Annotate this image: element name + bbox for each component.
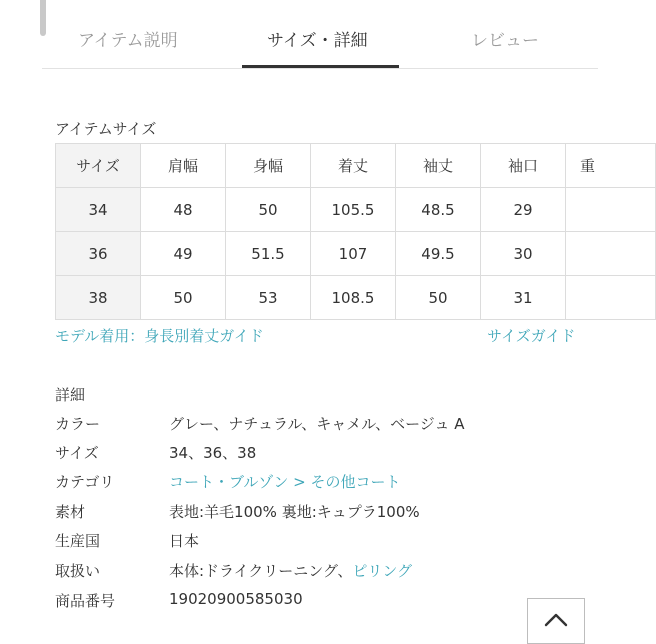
size-cell: 29 <box>481 188 566 232</box>
detail-value <box>169 560 412 581</box>
detail-value: 日本 <box>169 532 200 550</box>
size-table-scroll[interactable] <box>55 143 596 319</box>
size-cell: 105.5 <box>311 188 396 232</box>
active-tab-indicator <box>242 65 399 68</box>
model-length-guide-link[interactable]: モデル着用：身長別着丈ガイド <box>55 327 264 345</box>
size-cell: 50 <box>141 276 226 320</box>
chevron-up-icon <box>544 613 568 627</box>
size-cell: 50 <box>226 188 311 232</box>
size-header-cell: 袖口 <box>481 144 566 188</box>
table-row <box>56 188 656 232</box>
size-cell: 107 <box>311 232 396 276</box>
detail-label: 生産国 <box>55 532 101 550</box>
tab-reviews[interactable]: レビュー <box>471 31 539 51</box>
category-link[interactable]: コート・ブルゾン > その他コート <box>169 473 401 491</box>
size-header-cell: 着丈 <box>311 144 396 188</box>
size-cell: 48 <box>141 188 226 232</box>
size-cell: 53 <box>226 276 311 320</box>
details-title: 詳細 <box>55 386 86 404</box>
table-row <box>56 232 656 276</box>
size-guide-link[interactable]: サイズガイド <box>487 327 576 345</box>
size-cell: 48.5 <box>396 188 481 232</box>
detail-value: 19020900585030 <box>169 590 303 608</box>
size-cell: 30 <box>481 232 566 276</box>
tab-bar <box>42 0 598 69</box>
scroll-to-top-button[interactable] <box>527 598 585 644</box>
size-header-cell: 重 <box>566 144 656 188</box>
detail-value: 34、36、38 <box>169 444 257 462</box>
care-text: 本体:ドライクリーニング、 <box>169 562 353 580</box>
size-cell <box>566 232 656 276</box>
tab-size-details[interactable]: サイズ・詳細 <box>267 31 368 51</box>
detail-value: 表地:羊毛100% 裏地:キュプラ100% <box>169 503 420 521</box>
size-cell: 34 <box>56 188 141 232</box>
detail-label: 商品番号 <box>55 592 116 610</box>
size-cell: 49 <box>141 232 226 276</box>
detail-value: グレー、ナチュラル、キャメル、ベージュ A <box>169 415 465 433</box>
size-header-cell: サイズ <box>56 144 141 188</box>
size-header-cell: 肩幅 <box>141 144 226 188</box>
size-cell: 49.5 <box>396 232 481 276</box>
size-cell: 51.5 <box>226 232 311 276</box>
size-header-cell: 袖丈 <box>396 144 481 188</box>
item-size-title: アイテムサイズ <box>55 120 157 138</box>
detail-label: サイズ <box>55 444 99 462</box>
size-cell <box>566 276 656 320</box>
size-header-cell: 身幅 <box>226 144 311 188</box>
size-cell: 108.5 <box>311 276 396 320</box>
detail-label: 素材 <box>55 503 86 521</box>
detail-label: 取扱い <box>55 562 101 580</box>
size-cell: 31 <box>481 276 566 320</box>
size-cell <box>566 188 656 232</box>
table-row <box>56 276 656 320</box>
tab-item-description[interactable]: アイテム説明 <box>78 31 178 51</box>
detail-label: カラー <box>55 415 101 433</box>
size-cell: 36 <box>56 232 141 276</box>
pilling-link[interactable]: ピリング <box>352 562 413 580</box>
size-cell: 50 <box>396 276 481 320</box>
size-table <box>55 143 656 320</box>
size-cell: 38 <box>56 276 141 320</box>
size-table-header-row <box>56 144 656 188</box>
detail-label: カテゴリ <box>55 473 115 491</box>
